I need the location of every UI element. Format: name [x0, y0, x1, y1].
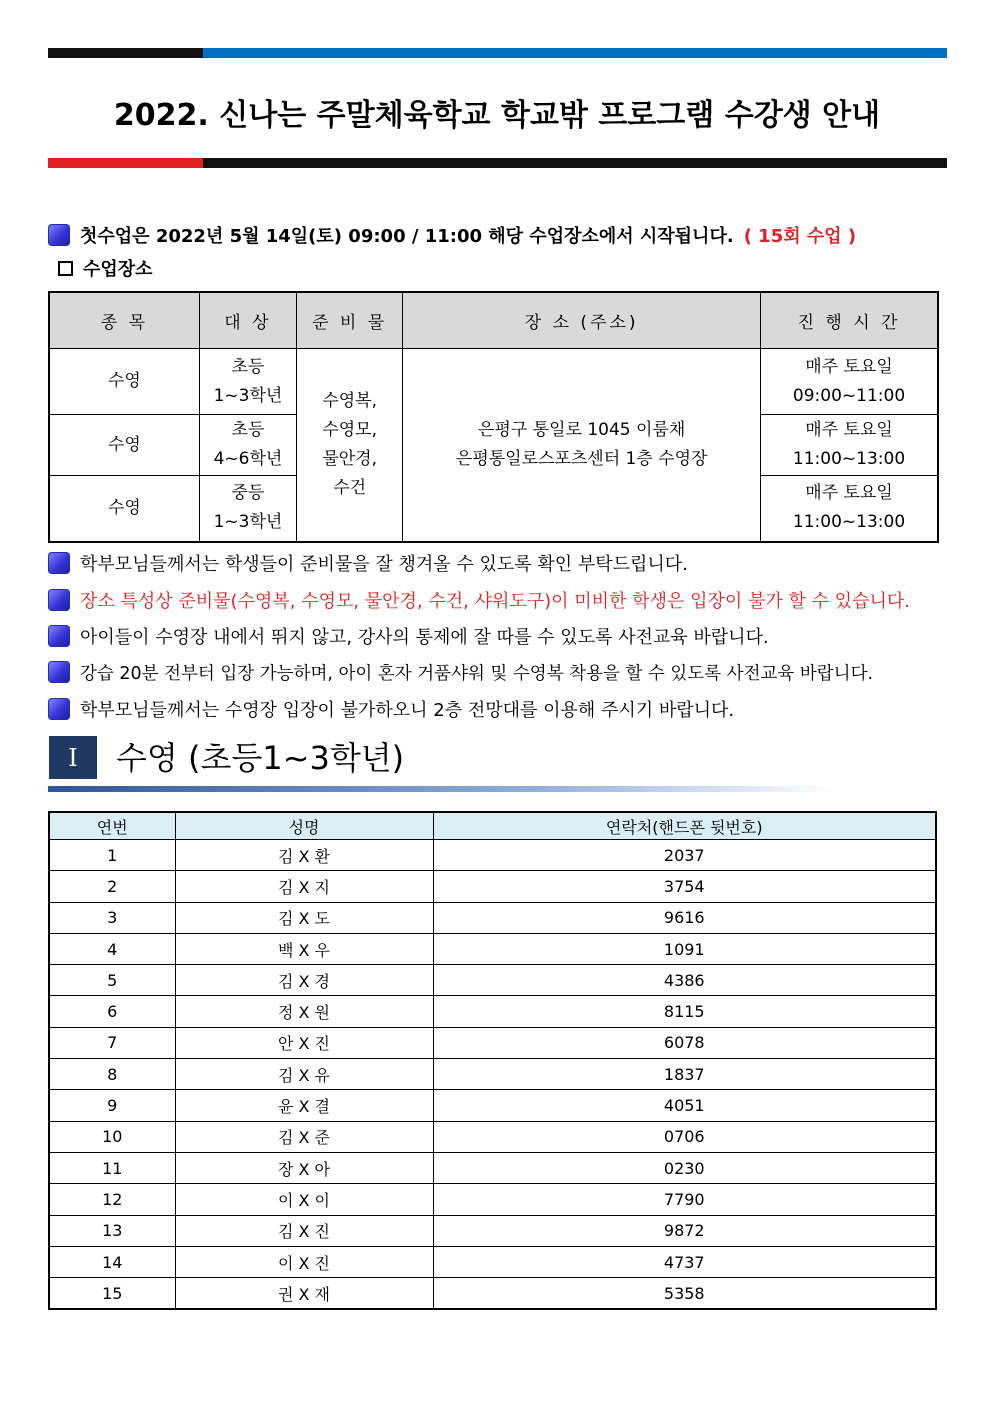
roster-row — [49, 933, 936, 964]
student-name: 권 X 재 — [175, 1278, 433, 1310]
first-class-text: 첫수업은 2022년 5월 14일(토) 09:00 / 11:00 해당 수업장소에서 시작됩니다. — [80, 226, 734, 247]
student-name: 김 X 환 — [175, 840, 433, 871]
sport-cell: 수영 — [49, 349, 199, 415]
row-number: 10 — [49, 1121, 175, 1152]
bottom-bar-red — [48, 158, 203, 168]
row-number: 15 — [49, 1278, 175, 1310]
row-number: 8 — [49, 1059, 175, 1090]
time-day: 매주 토요일 — [805, 356, 893, 377]
supply-item: 물안경, — [322, 448, 377, 469]
roster-row — [49, 1278, 936, 1310]
phone-last-digits: 6078 — [433, 1027, 936, 1058]
note-item — [48, 623, 769, 649]
row-number: 4 — [49, 933, 175, 964]
roster-row — [49, 1121, 936, 1152]
roster-table — [48, 811, 937, 1310]
student-name: 김 X 지 — [175, 871, 433, 902]
header-number: 연번 — [49, 812, 175, 840]
top-bar-blue — [203, 48, 947, 58]
header-supplies: 준 비 물 — [297, 292, 403, 349]
note-text: 강습 20분 전부터 입장 가능하며, 아이 혼자 거품샤워 및 수영복 착용을 할 수 있도록 사전교육 바랍니다. — [80, 663, 874, 684]
note-item — [48, 696, 734, 722]
phone-last-digits: 4051 — [433, 1090, 936, 1121]
roster-row — [49, 1215, 936, 1246]
roster-row — [49, 871, 936, 902]
student-name: 이 X 진 — [175, 1246, 433, 1277]
row-number: 3 — [49, 902, 175, 933]
venue-heading-text: 수업장소 — [83, 259, 153, 280]
student-name: 김 X 도 — [175, 902, 433, 933]
supply-item: 수영모, — [322, 419, 377, 440]
time-cell — [761, 415, 938, 476]
target-level: 초등 — [231, 420, 265, 440]
section-title: 수영 (초등1~3학년) — [116, 739, 405, 777]
roster-row — [49, 1184, 936, 1215]
target-cell — [199, 476, 296, 542]
time-cell — [761, 476, 938, 542]
supplies-cell — [297, 349, 403, 542]
bullet-square-icon — [48, 589, 70, 611]
note-text: 아이들이 수영장 내에서 뛰지 않고, 강사의 통제에 잘 따를 수 있도록 사전교육 바랍니다. — [80, 627, 769, 648]
roster-row — [49, 1152, 936, 1183]
target-level: 중등 — [231, 483, 265, 504]
schedule-header-row — [49, 292, 938, 349]
time-day: 매주 토요일 — [805, 483, 893, 504]
target-level: 초등 — [231, 356, 265, 377]
header-sport: 종 목 — [49, 292, 199, 349]
note-text: 학부모님들께서는 학생들이 준비물을 잘 챙겨올 수 있도록 확인 부탁드립니다. — [80, 554, 688, 575]
student-name: 이 X 이 — [175, 1184, 433, 1215]
schedule-table — [48, 291, 939, 543]
phone-last-digits: 8115 — [433, 996, 936, 1027]
supply-item: 수영복, — [322, 390, 377, 411]
row-number: 13 — [49, 1215, 175, 1246]
roster-row — [49, 996, 936, 1027]
hollow-square-icon — [58, 261, 73, 276]
phone-last-digits: 0706 — [433, 1121, 936, 1152]
sport-cell: 수영 — [49, 415, 199, 476]
target-cell — [199, 415, 296, 476]
roster-body — [49, 840, 936, 1310]
student-name: 김 X 준 — [175, 1121, 433, 1152]
note-text: 학부모님들께서는 수영장 입장이 불가하오니 2층 전망대를 이용해 주시기 바랍니다. — [80, 700, 735, 721]
place-facility: 은평통일로스포츠센터 1층 수영장 — [455, 448, 708, 469]
note-text: 장소 특성상 준비물(수영복, 수영모, 물안경, 수건, 샤워도구)이 미비한 학생은 입장이 불가 할 수 있습니다. — [80, 591, 910, 612]
student-name: 김 X 진 — [175, 1215, 433, 1246]
phone-last-digits: 4386 — [433, 965, 936, 996]
row-number: 9 — [49, 1090, 175, 1121]
target-cell — [199, 349, 296, 415]
student-name: 정 X 원 — [175, 996, 433, 1027]
time-range: 11:00~13:00 — [792, 449, 906, 469]
place-address: 은평구 통일로 1045 이룸채 — [478, 419, 686, 440]
section-number-badge: I — [49, 736, 97, 779]
roster-row — [49, 840, 936, 871]
bullet-square-icon — [48, 661, 70, 683]
target-grade: 1~3학년 — [213, 512, 283, 533]
time-range: 11:00~13:00 — [792, 512, 906, 533]
row-number: 7 — [49, 1027, 175, 1058]
row-number: 1 — [49, 840, 175, 871]
student-name: 김 X 경 — [175, 965, 433, 996]
row-number: 6 — [49, 996, 175, 1027]
note-item — [48, 550, 688, 576]
phone-last-digits: 0230 — [433, 1152, 936, 1183]
page-title: 2022. 신나는 주말체육학교 학교밖 프로그램 수강생 안내 — [113, 98, 881, 133]
header-place: 장 소 (주소) — [403, 292, 761, 349]
row-number: 5 — [49, 965, 175, 996]
header-target: 대 상 — [199, 292, 296, 349]
section-divider — [48, 786, 838, 792]
bullet-square-icon — [48, 552, 70, 574]
student-name: 김 X 유 — [175, 1059, 433, 1090]
top-bar-black — [48, 48, 203, 58]
supply-item: 수건 — [333, 477, 367, 498]
time-range: 09:00~11:00 — [792, 385, 906, 406]
bottom-bar-black — [203, 158, 947, 168]
target-grade: 4~6학년 — [213, 449, 283, 469]
phone-last-digits: 9872 — [433, 1215, 936, 1246]
time-day: 매주 토요일 — [805, 420, 893, 440]
row-number: 12 — [49, 1184, 175, 1215]
sport-cell: 수영 — [49, 476, 199, 542]
roster-row — [49, 1059, 936, 1090]
bullet-square-icon — [48, 698, 70, 720]
phone-last-digits: 1837 — [433, 1059, 936, 1090]
phone-last-digits: 5358 — [433, 1278, 936, 1310]
target-grade: 1~3학년 — [213, 385, 283, 406]
roster-row — [49, 1027, 936, 1058]
phone-last-digits: 3754 — [433, 871, 936, 902]
schedule-row — [49, 349, 938, 415]
phone-last-digits: 9616 — [433, 902, 936, 933]
roster-row — [49, 965, 936, 996]
student-name: 장 X 아 — [175, 1152, 433, 1183]
bullet-square-icon — [48, 625, 70, 647]
student-name: 안 X 진 — [175, 1027, 433, 1058]
venue-heading — [48, 255, 153, 281]
roster-row — [49, 1246, 936, 1277]
phone-last-digits: 1091 — [433, 933, 936, 964]
header-contact: 연락처(핸드폰 뒷번호) — [433, 812, 936, 840]
row-number: 11 — [49, 1152, 175, 1183]
roster-row — [49, 1090, 936, 1121]
phone-last-digits: 7790 — [433, 1184, 936, 1215]
roster-header-row — [49, 812, 936, 840]
student-name: 백 X 우 — [175, 933, 433, 964]
note-item-warning — [48, 587, 910, 613]
row-number: 2 — [49, 871, 175, 902]
first-class-notice — [48, 222, 856, 248]
header-name: 성명 — [175, 812, 433, 840]
phone-last-digits: 4737 — [433, 1246, 936, 1277]
time-cell — [761, 349, 938, 415]
student-name: 윤 X 결 — [175, 1090, 433, 1121]
sessions-count: ( 15회 수업 ) — [743, 226, 857, 247]
place-cell — [403, 349, 761, 542]
bullet-square-icon — [48, 224, 70, 246]
row-number: 14 — [49, 1246, 175, 1277]
phone-last-digits: 2037 — [433, 840, 936, 871]
note-item — [48, 659, 873, 685]
header-time: 진 행 시 간 — [761, 292, 938, 349]
roster-row — [49, 902, 936, 933]
